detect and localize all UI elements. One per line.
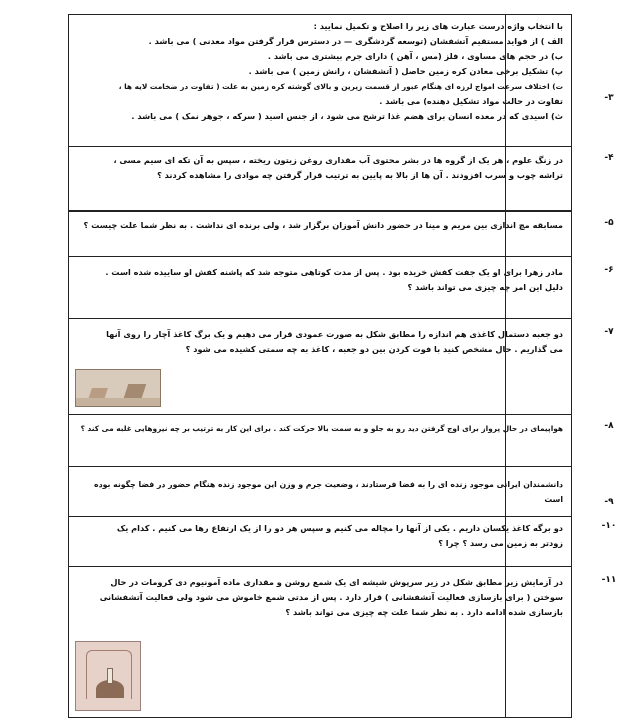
question-row-3 <box>69 15 614 147</box>
question-line: پ) تشکیل برخی معادن کره زمین حاصل ( آتشفشان ، رانش زمین ) می باشد . <box>248 66 563 76</box>
question-number-8: -۸ <box>604 421 614 431</box>
question-row-10 <box>69 517 617 567</box>
question-line: با انتخاب واژه درست عبارت های زیر را اصلاح و تکمیل نمایید : <box>313 21 563 31</box>
tissue-box-right <box>124 384 147 398</box>
question-text-10 <box>75 521 563 551</box>
question-line: دانشمندان ایرانی موجود زنده ای را به فضا فرستادند ، وضعیت جرم و وزن این موجود زنده هنگام حضور در فضا چگونه بوده است <box>93 480 563 504</box>
question-number-10: -۱۰ <box>601 521 617 531</box>
question-line: ب) در حجم های مساوی ، فلز (مس ، آهن ) دارای جرم بیشتری می باشد . <box>267 51 563 61</box>
question-number-7: -۷ <box>604 327 614 337</box>
question-row-6 <box>69 257 614 319</box>
question-line: مادر زهرا برای او یک جفت کفش خریده بود . پس از مدت کوتاهی متوجه شد که پاشنه کفش او ساییده شده است . <box>105 267 563 277</box>
candle <box>107 668 113 684</box>
question-line: ث) اسیدی که در معده انسان برای هضم غذا ترشح می شود ، از جنس اسید ( سرکه ، جوهر نمک ) می باشد . <box>131 111 563 121</box>
question-text-5 <box>75 218 563 233</box>
question-text-11 <box>75 575 563 620</box>
question-line: بازسازی شده ادامه دارد . به نظر شما علت چه چیزی می تواند باشد ؟ <box>285 607 563 617</box>
question-text-3 <box>75 19 563 124</box>
number-column <box>505 14 575 718</box>
exam-sheet <box>68 14 617 718</box>
question-number-11: -۱۱ <box>601 575 617 585</box>
tissue-boxes-figure <box>75 369 161 407</box>
question-line: هواپیمای در حال پرواز برای اوج گرفتن دید رو به جلو و به سمت بالا حرکت کند . برای این کار به ترتیب بر چه نیروهایی غلبه می کند ؟ <box>80 424 563 433</box>
question-row-9 <box>69 467 614 517</box>
question-row-5 <box>69 211 614 257</box>
question-number-3: -۳ <box>604 93 614 103</box>
question-line: تفاوت در حالت مواد تشکیل دهنده) می باشد . <box>379 96 563 106</box>
question-line: دو برگه کاغذ یکسان داریم . یکی از آنها را مچاله می کنیم و سپس هر دو را از یک ارتفاع رها می کنیم . کدام یک <box>116 523 563 533</box>
question-line: در آزمایش زیر مطابق شکل در زیر سرپوش شیشه ای یک شمع روشن و مقداری ماده آمونیوم دی کرومات در حال <box>110 577 563 587</box>
question-line: تراشه چوب و سرب افزودند . آن ها از بالا به پایین به ترتیب قرار گرفتن چه موادی را مشاهده کردند ؟ <box>157 170 563 180</box>
question-line: دو جعبه دستمال کاغذی هم اندازه را مطابق شکل به صورت عمودی قرار می دهیم و یک برگ کاغذ آچار را روی آنها <box>106 329 563 339</box>
question-text-8 <box>75 421 563 436</box>
question-line: زودتر به زمین می رسد ؟ چرا ؟ <box>438 538 563 548</box>
question-text-4 <box>75 153 563 183</box>
question-text-9 <box>75 477 563 507</box>
question-number-5: -۵ <box>604 218 614 228</box>
question-line: سوختن ( برای بازسازی فعالیت آتشفشانی ) قرار دارد . پس از مدتی شمع خاموش می شود ولی فعالیت آتشفشانی <box>99 592 563 602</box>
question-line: ت) اختلاف سرعت امواج لرزه ای هنگام عبور از قسمت زیرین و بالای گوشته کره زمین به علت ( تفاوت در ضخامت لایه ها ، <box>118 82 563 91</box>
question-text-6 <box>75 265 563 295</box>
question-line: مسابقه مچ اندازی بین مریم و مینا در حضور دانش آموزان برگزار شد ، ولی برنده ای نداشت . به نظر شما علت چیست ؟ <box>83 220 563 230</box>
question-number-6: -۶ <box>604 265 614 275</box>
figure-base <box>76 398 160 406</box>
question-line: می گذاریم . حال مشخص کنید با فوت کردن بین دو جعبه ، کاغذ به چه سمتی کشیده می شود ؟ <box>185 344 563 354</box>
question-row-11 <box>69 567 617 719</box>
question-number-9: -۹ <box>604 497 614 507</box>
question-row-8 <box>69 415 614 467</box>
question-row-4 <box>69 147 614 211</box>
question-text-7 <box>75 327 563 357</box>
question-row-7 <box>69 319 614 415</box>
question-line: دلیل این امر چه چیزی می تواند باشد ؟ <box>407 282 563 292</box>
question-line: الف ) از فواید مستقیم آتشفشان (توسعه گردشگری — در دسترس قرار گرفتن مواد معدنی ) می باشد . <box>148 36 563 46</box>
volcano-experiment-figure <box>75 641 141 711</box>
question-line: در زنگ علوم ، هر یک از گروه ها در بشر محتوی آب مقداری روغن زیتون ریخته ، سپس به آن تکه ای سیم مسی ، <box>113 155 563 165</box>
question-number-4: -۴ <box>604 153 614 163</box>
